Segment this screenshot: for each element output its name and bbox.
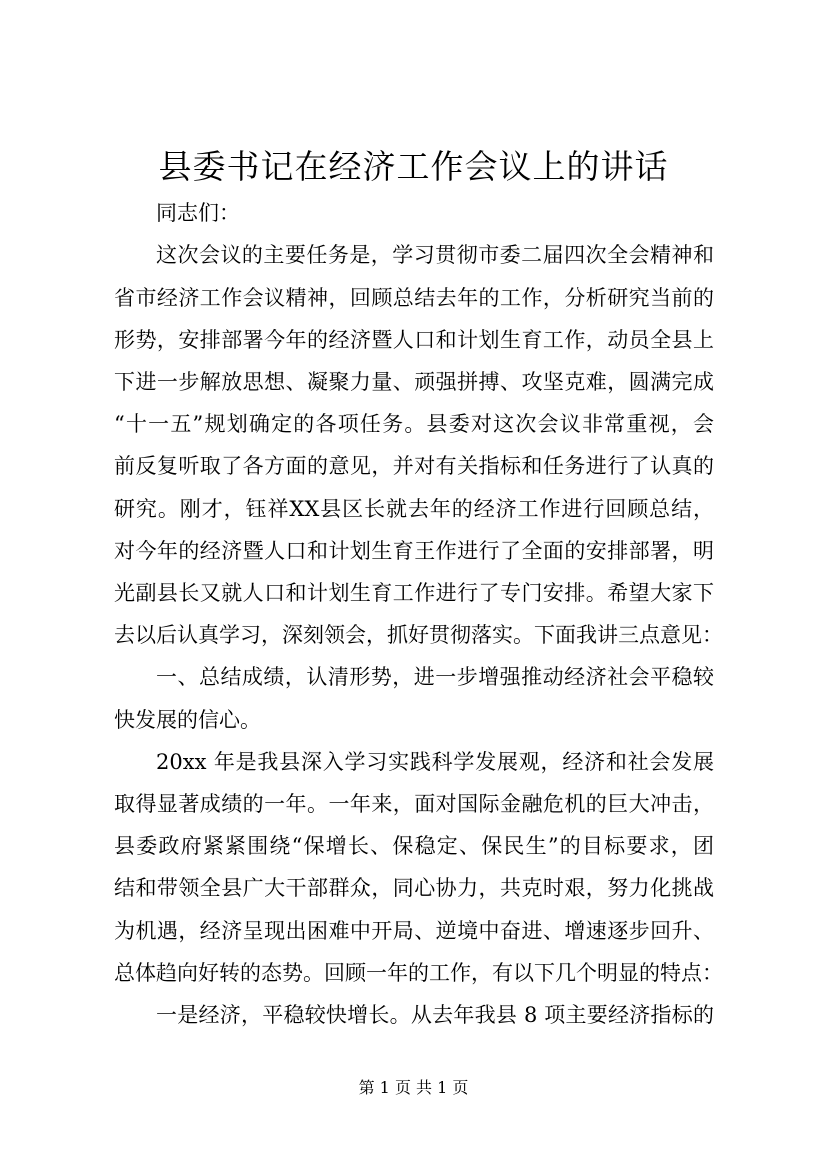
body-line: 形势，安排部署今年的经济暨人口和计划生育工作，动员全县上	[114, 328, 714, 352]
body-line: 对今年的经济暨人口和计划生育王作进行了全面的安排部署，明	[114, 539, 714, 563]
body-line: 取得显著成绩的一年。一年来，面对国际金融危机的巨大冲击，	[114, 792, 714, 816]
body-line: 一是经济，平稳较快增长。从去年我县 8 项主要经济指标的	[156, 1003, 714, 1027]
body-line: 20xx 年是我县深入学习实践科学发展观，经济和社会发展	[156, 750, 714, 774]
salutation-line: 同志们：	[156, 201, 240, 225]
body-line: “十一五”规划确定的各项任务。县委对这次会议非常重视，会	[114, 412, 714, 436]
body-line: 省市经济工作会议精神，回顾总结去年的工作，分析研究当前的	[114, 286, 714, 310]
body-line: 为机遇，经济呈现出困难中开局、逆境中奋进、增速逐步回升、	[114, 919, 714, 943]
body-line: 总体趋向好转的态势。回顾一年的工作，有以下几个明显的特点：	[114, 961, 723, 985]
document-title: 县委书记在经济工作会议上的讲话	[158, 147, 669, 186]
body-line: 结和带领全县广大干部群众，同心协力，共克时艰，努力化挑战	[114, 876, 714, 900]
body-line: 去以后认真学习，深刻领会，抓好贯彻落实。下面我讲三点意见：	[114, 623, 723, 647]
body-line: 这次会议的主要任务是，学习贯彻市委二届四次全会精神和	[156, 243, 714, 267]
body-line: 下进一步解放思想、凝聚力量、顽强拼搏、攻坚克难，圆满完成	[114, 370, 714, 394]
heading-line: 一、总结成绩，认清形势，进一步增强推动经济社会平稳较	[156, 665, 714, 689]
body-line: 研究。刚才，钰祥XX县区长就去年的经济工作进行回顾总结，	[114, 497, 714, 521]
page-number-footer: 第 1 页 共 1 页	[358, 1078, 469, 1097]
heading-line: 快发展的信心。	[114, 708, 261, 732]
body-line: 县委政府紧紧围绕“保增长、保稳定、保民生”的目标要求，团	[114, 834, 714, 858]
body-line: 光副县长又就人口和计划生育工作进行了专门安排。希望大家下	[114, 581, 714, 605]
body-line: 前反复听取了各方面的意见，并对有关指标和任务进行了认真的	[114, 454, 714, 478]
